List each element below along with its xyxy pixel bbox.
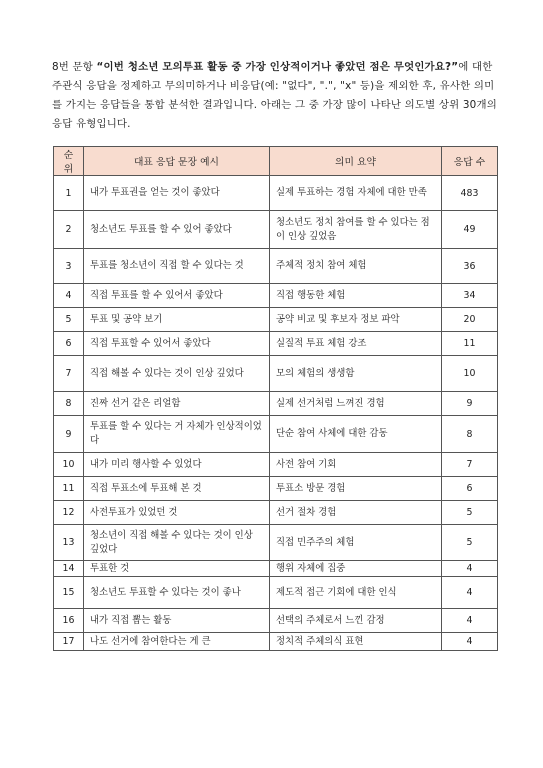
summary-cell: 정치적 주체의식 표현 xyxy=(270,633,442,651)
table-row xyxy=(54,453,498,477)
count-cell: 4 xyxy=(442,609,498,633)
example-cell: 직접 투표소에 투표해 본 것 xyxy=(84,477,270,501)
table-row xyxy=(54,308,498,332)
intro-paragraph xyxy=(52,58,500,134)
summary-cell: 실제 선거처럼 느껴진 경험 xyxy=(270,392,442,416)
summary-cell: 투표소 방문 경험 xyxy=(270,477,442,501)
summary-cell: 실제 투표하는 경험 자체에 대한 만족 xyxy=(270,176,442,211)
count-cell: 8 xyxy=(442,416,498,453)
table-row xyxy=(54,561,498,577)
table-row xyxy=(54,392,498,416)
rank-cell: 4 xyxy=(54,284,84,308)
summary-cell: 공약 비교 및 후보자 정보 파악 xyxy=(270,308,442,332)
rank-cell: 14 xyxy=(54,561,84,577)
rank-cell: 3 xyxy=(54,249,84,284)
count-cell: 36 xyxy=(442,249,498,284)
table-row xyxy=(54,633,498,651)
rank-cell: 17 xyxy=(54,633,84,651)
rank-cell: 10 xyxy=(54,453,84,477)
summary-cell: 주체적 정치 참여 체험 xyxy=(270,249,442,284)
table-row xyxy=(54,525,498,561)
count-cell: 4 xyxy=(442,561,498,577)
table-row xyxy=(54,284,498,308)
rank-cell: 12 xyxy=(54,501,84,525)
table-row xyxy=(54,609,498,633)
table-header-row xyxy=(54,147,498,176)
intro-body: 에 대한 주관식 응답을 정제하고 무의미하거나 비응답(예: "없다", ".", "x" 등)을 제외한 후, 유사한 의미를 가지는 응답들을 통합 분석한 결과입니다. 아래는 그 중 가장 많이 나타난 의도별 상위 30개의 응답 유형입니다. xyxy=(52,61,497,130)
table-row xyxy=(54,176,498,211)
example-cell: 청소년도 투표할 수 있다는 것이 좋나 xyxy=(84,577,270,609)
table-row xyxy=(54,356,498,392)
example-cell: 나도 선거에 참여한다는 게 큰 xyxy=(84,633,270,651)
example-cell: 진짜 선거 같은 리얼함 xyxy=(84,392,270,416)
count-cell: 11 xyxy=(442,332,498,356)
example-cell: 투표 및 공약 보기 xyxy=(84,308,270,332)
example-cell: 직접 해볼 수 있다는 것이 인상 깊었다 xyxy=(84,356,270,392)
count-cell: 9 xyxy=(442,392,498,416)
count-cell: 7 xyxy=(442,453,498,477)
summary-cell: 제도적 접근 기회에 대한 인식 xyxy=(270,577,442,609)
table-row xyxy=(54,211,498,249)
rank-cell: 5 xyxy=(54,308,84,332)
example-cell: 사전투표가 있었던 것 xyxy=(84,501,270,525)
rank-cell: 15 xyxy=(54,577,84,609)
example-cell: 청소년도 투표를 할 수 있어 좋았다 xyxy=(84,211,270,249)
count-cell: 4 xyxy=(442,633,498,651)
count-cell: 5 xyxy=(442,501,498,525)
rank-cell: 1 xyxy=(54,176,84,211)
count-cell: 6 xyxy=(442,477,498,501)
rank-cell: 16 xyxy=(54,609,84,633)
rank-cell: 9 xyxy=(54,416,84,453)
count-cell: 4 xyxy=(442,577,498,609)
table-row xyxy=(54,249,498,284)
header-count: 응답 수 xyxy=(442,147,498,176)
summary-cell: 청소년도 정치 참여를 할 수 있다는 점이 인상 깊었음 xyxy=(270,211,442,249)
example-cell: 내가 미리 행사할 수 있었다 xyxy=(84,453,270,477)
table-row xyxy=(54,332,498,356)
example-cell: 직접 투표할 수 있어서 좋았다 xyxy=(84,332,270,356)
count-cell: 483 xyxy=(442,176,498,211)
count-cell: 5 xyxy=(442,525,498,561)
table-row xyxy=(54,416,498,453)
header-example: 대표 응답 문장 예시 xyxy=(84,147,270,176)
example-cell: 내가 직접 뽑는 활동 xyxy=(84,609,270,633)
rank-cell: 13 xyxy=(54,525,84,561)
table-row xyxy=(54,477,498,501)
header-rank: 순위 xyxy=(54,147,84,176)
example-cell: 청소년이 직접 해볼 수 있다는 것이 인상 깊었다 xyxy=(84,525,270,561)
summary-cell: 직접 민주주의 체험 xyxy=(270,525,442,561)
table-row xyxy=(54,577,498,609)
example-cell: 직접 투표를 할 수 있어서 좋았다 xyxy=(84,284,270,308)
rank-cell: 11 xyxy=(54,477,84,501)
example-cell: 투표를 할 수 있다는 거 자체가 인상적이었다 xyxy=(84,416,270,453)
summary-cell: 선거 절차 경험 xyxy=(270,501,442,525)
count-cell: 10 xyxy=(442,356,498,392)
rank-cell: 6 xyxy=(54,332,84,356)
example-cell: 투표한 것 xyxy=(84,561,270,577)
count-cell: 49 xyxy=(442,211,498,249)
summary-cell: 사전 참여 기회 xyxy=(270,453,442,477)
header-summary: 의미 요약 xyxy=(270,147,442,176)
response-table xyxy=(53,146,498,651)
summary-cell: 직접 행동한 체험 xyxy=(270,284,442,308)
rank-cell: 2 xyxy=(54,211,84,249)
example-cell: 투표를 청소년이 직접 할 수 있다는 것 xyxy=(84,249,270,284)
count-cell: 20 xyxy=(442,308,498,332)
count-cell: 34 xyxy=(442,284,498,308)
summary-cell: 선택의 주체로서 느낀 감정 xyxy=(270,609,442,633)
intro-lead: 8번 문항 xyxy=(52,61,97,73)
summary-cell: 모의 체험의 생생함 xyxy=(270,356,442,392)
rank-cell: 8 xyxy=(54,392,84,416)
summary-cell: 실질적 투표 체험 강조 xyxy=(270,332,442,356)
intro-question: “이번 청소년 모의투표 활동 중 가장 인상적이거나 좋았던 점은 무엇인가요?” xyxy=(96,61,459,73)
summary-cell: 행위 자체에 집중 xyxy=(270,561,442,577)
example-cell: 내가 투표권을 얻는 것이 좋았다 xyxy=(84,176,270,211)
rank-cell: 7 xyxy=(54,356,84,392)
table-row xyxy=(54,501,498,525)
summary-cell: 단순 참여 사체에 대한 감동 xyxy=(270,416,442,453)
